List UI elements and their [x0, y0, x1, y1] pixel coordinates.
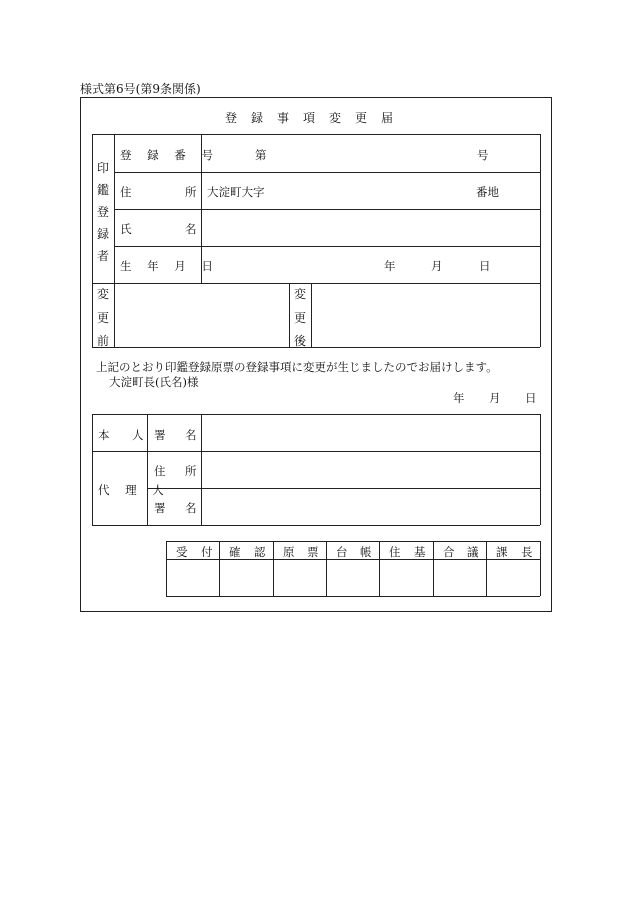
form-frame: [80, 97, 552, 612]
address-prefix: 大淀町大字: [207, 185, 265, 199]
agent-label: 代 理 人: [98, 483, 170, 497]
self-label-1: 本: [98, 428, 110, 442]
address-label-1: 住: [120, 185, 132, 199]
dob-day: 日: [479, 259, 491, 273]
agent-address-label-2: 所: [185, 464, 197, 478]
declaration-text: 上記のとおり印鑑登録原票の登録事項に変更が生じましたのでお届けします。: [96, 360, 498, 374]
form-label: 様式第6号(第9条関係): [80, 82, 201, 96]
form-title: 登録事項変更届: [224, 111, 407, 125]
agent-signature-label-2: 名: [185, 501, 197, 515]
self-signature-label-2: 名: [185, 428, 197, 442]
self-label-2: 人: [132, 428, 144, 442]
dob-label: 生 年 月 日: [120, 259, 219, 273]
name-label-1: 氏: [120, 222, 132, 236]
dob-month: 月: [431, 259, 443, 273]
name-label-2: 名: [185, 222, 197, 236]
reg-no-suffix: 号: [477, 148, 489, 162]
self-signature-label-1: 署: [154, 428, 166, 442]
address-suffix: 番地: [476, 185, 499, 199]
addressee: 大淀町長(氏名)様: [109, 375, 199, 389]
agent-address-label-1: 住: [154, 464, 166, 478]
address-label-2: 所: [185, 185, 197, 199]
reg-no-label: 登 録 番 号: [120, 148, 219, 162]
agent-signature-label-1: 署: [154, 501, 166, 515]
reg-no-prefix: 第: [255, 148, 267, 162]
dob-year: 年: [384, 259, 396, 273]
